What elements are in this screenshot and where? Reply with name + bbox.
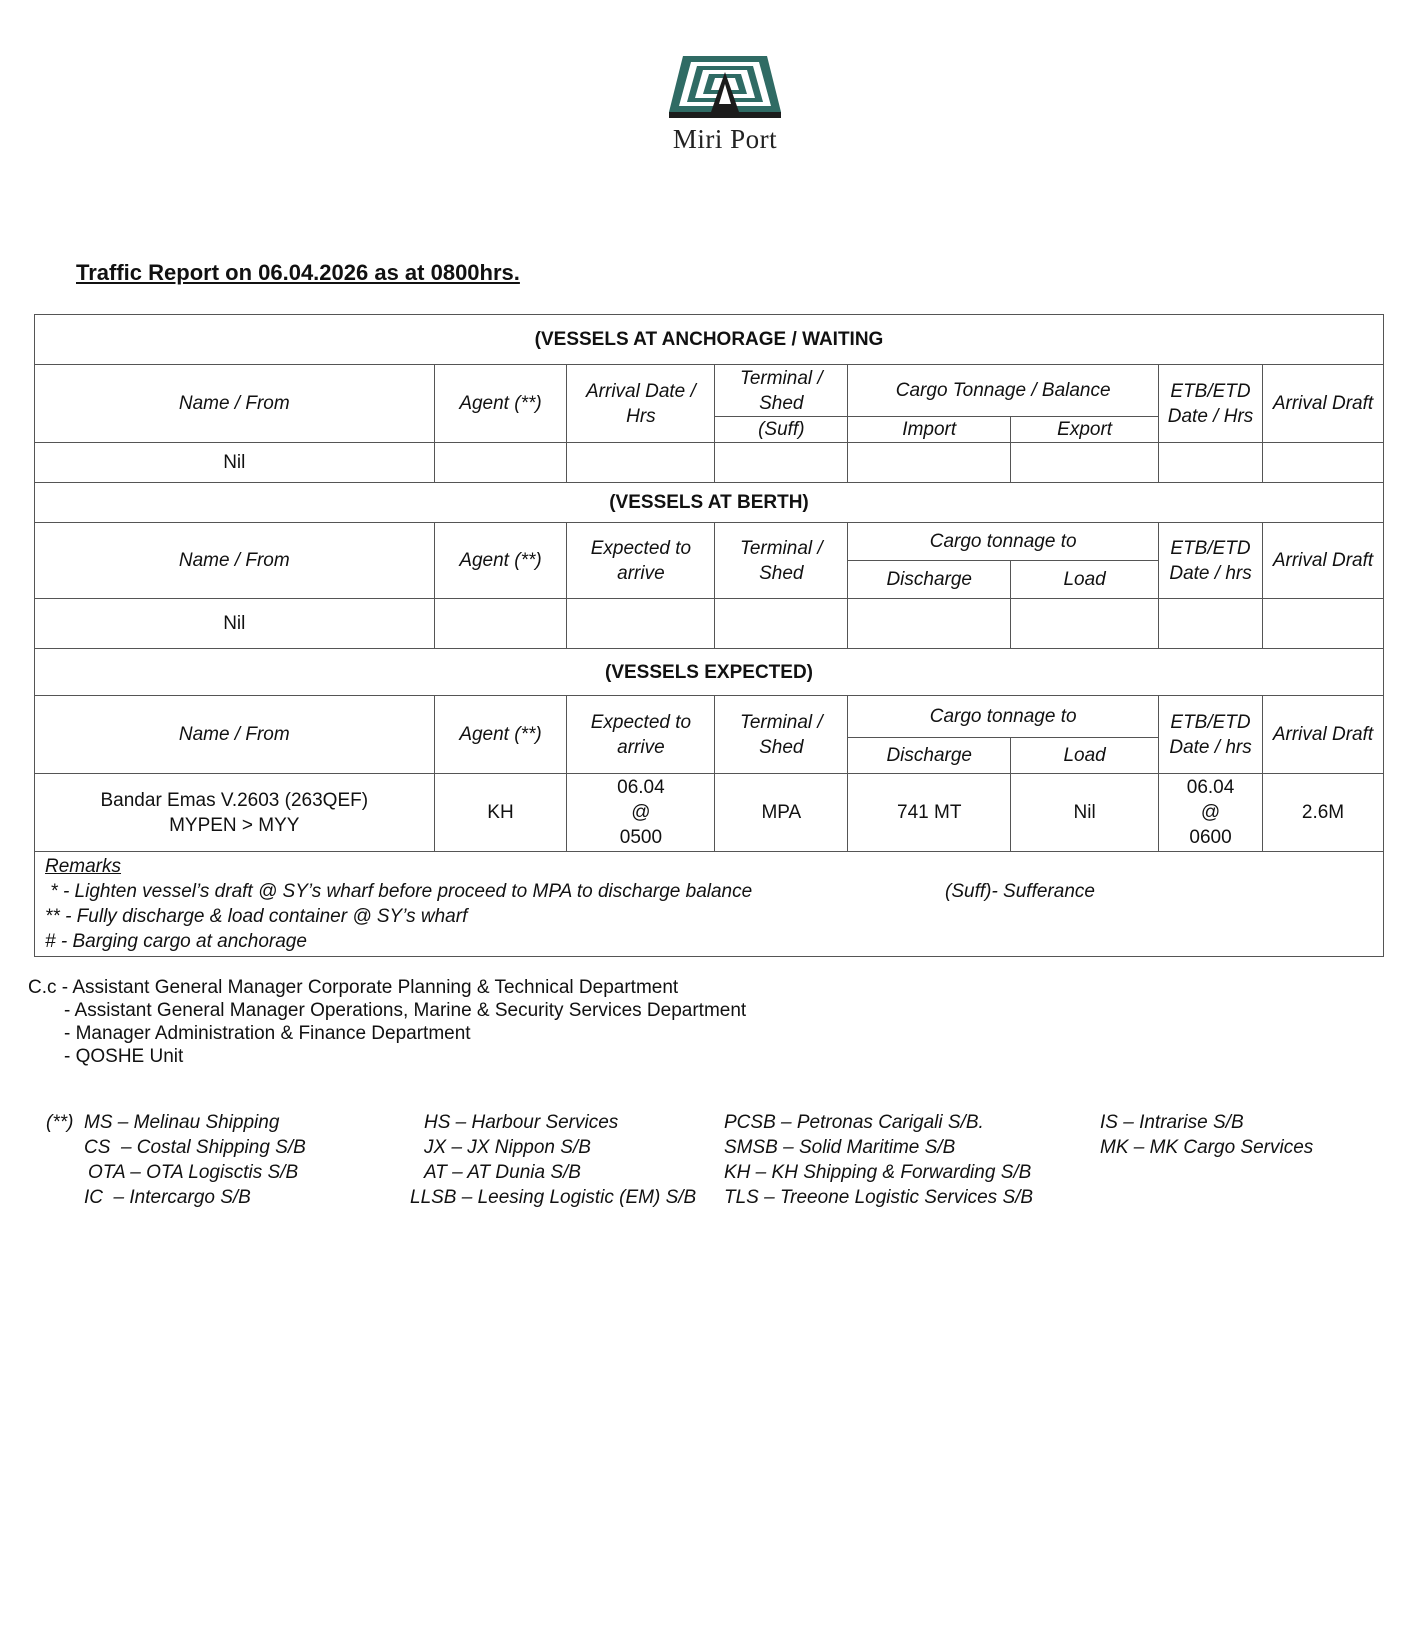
section-anchorage-row <box>35 315 1384 365</box>
table-row <box>35 599 1384 649</box>
legend-item: JX – JX Nippon S/B <box>424 1137 591 1158</box>
legend-item: HS – Harbour Services <box>424 1112 619 1133</box>
vessel-route: MYPEN > MYY <box>169 814 300 836</box>
section-title-anchorage: (VESSELS AT ANCHORAGE / WAITING <box>35 315 1384 365</box>
remark-line: # - Barging cargo at anchorage <box>45 931 307 952</box>
header-agent: Agent (**) <box>434 523 567 599</box>
legend-item: LLSB – Leesing Logistic (EM) S/B <box>410 1187 697 1208</box>
legend-col-2 <box>410 1110 696 1210</box>
cell-expected: 06.04 @ 0500 <box>567 774 715 852</box>
cell-terminal: MPA <box>715 774 848 852</box>
header-agent: Agent (**) <box>434 365 567 443</box>
cc-line: - QOSHE Unit <box>64 1046 184 1067</box>
header-load: Load <box>1011 561 1159 599</box>
header-cargo: Cargo tonnage to <box>848 523 1159 561</box>
suff-note: (Suff)- Sufferance <box>945 881 1095 902</box>
header-arrival: Arrival Date / Hrs <box>567 365 715 443</box>
section-berth-row <box>35 483 1384 523</box>
header-import: Import <box>848 417 1011 443</box>
table-row <box>35 443 1384 483</box>
cell-agent: KH <box>434 774 567 852</box>
cell-discharge: 741 MT <box>848 774 1011 852</box>
legend-item: OTA – OTA Logisctis S/B <box>88 1162 299 1183</box>
cell-name: Nil <box>35 443 435 483</box>
header-etb: ETB/ETD Date / hrs <box>1159 696 1263 774</box>
header-draft: Arrival Draft <box>1263 696 1384 774</box>
legend-item: CS – Costal Shipping S/B <box>84 1137 306 1158</box>
remarks-row <box>35 852 1384 957</box>
cell-name: Nil <box>35 599 435 649</box>
legend-item: MK – MK Cargo Services <box>1100 1137 1314 1158</box>
cc-line: - Assistant General Manager Operations, Marine & Security Services Department <box>64 1000 747 1021</box>
logo-text: Miri Port <box>672 124 778 154</box>
section-title-expected: (VESSELS EXPECTED) <box>35 649 1384 696</box>
header-suff: (Suff) <box>715 417 848 443</box>
header-discharge: Discharge <box>848 738 1011 774</box>
header-expected: Expected to arrive <box>567 523 715 599</box>
header-name: Name / From <box>35 696 435 774</box>
cc-list <box>28 976 746 1068</box>
section-expected-row <box>35 649 1384 696</box>
miri-port-logo <box>660 52 790 162</box>
cell-etb: 06.04 @ 0600 <box>1159 774 1263 852</box>
header-terminal: Terminal / Shed <box>715 365 848 417</box>
report-title: Traffic Report on 06.04.2026 as at 0800hrs. <box>76 260 520 285</box>
remark-line: * - Lighten vessel’s draft @ SY’s wharf before proceed to MPA to discharge balance <box>45 881 753 902</box>
header-terminal: Terminal / Shed <box>715 696 848 774</box>
legend-item: TLS – Treeone Logistic Services S/B <box>724 1187 1034 1208</box>
header-agent: Agent (**) <box>434 696 567 774</box>
header-name: Name / From <box>35 523 435 599</box>
header-load: Load <box>1011 738 1159 774</box>
legend-item: AT – AT Dunia S/B <box>424 1162 581 1183</box>
section-title-berth: (VESSELS AT BERTH) <box>35 483 1384 523</box>
cell-name <box>35 774 435 852</box>
cc-line: C.c - Assistant General Manager Corporate Planning & Technical Department <box>28 977 679 998</box>
vessel-name: Bandar Emas V.2603 (263QEF) <box>100 789 369 811</box>
header-discharge: Discharge <box>848 561 1011 599</box>
header-cargo: Cargo tonnage to <box>848 696 1159 738</box>
cell-draft: 2.6M <box>1263 774 1384 852</box>
header-export: Export <box>1011 417 1159 443</box>
table-row <box>35 774 1384 852</box>
header-expected: Expected to arrive <box>567 696 715 774</box>
legend-col-3 <box>724 1110 1033 1210</box>
legend-item: IC – Intercargo S/B <box>84 1187 251 1208</box>
legend-item: (**) MS – Melinau Shipping <box>46 1112 280 1133</box>
header-draft: Arrival Draft <box>1263 365 1384 443</box>
legend-col-4 <box>1100 1110 1313 1160</box>
legend-col-1 <box>46 1110 306 1210</box>
remarks-title: Remarks <box>45 856 122 877</box>
header-etb: ETB/ETD Date / Hrs <box>1159 365 1263 443</box>
remarks <box>35 852 1384 957</box>
traffic-table <box>34 314 1384 957</box>
remark-line: ** - Fully discharge & load container @ SY’s wharf <box>45 906 468 927</box>
cell-load: Nil <box>1011 774 1159 852</box>
legend-item: KH – KH Shipping & Forwarding S/B <box>724 1162 1032 1183</box>
cc-line: - Manager Administration & Finance Department <box>64 1023 471 1044</box>
miri-port-logo-icon <box>669 52 781 122</box>
header-etb: ETB/ETD Date / hrs <box>1159 523 1263 599</box>
header-name: Name / From <box>35 365 435 443</box>
legend-item: SMSB – Solid Maritime S/B <box>724 1137 956 1158</box>
legend-item: PCSB – Petronas Carigali S/B. <box>724 1112 984 1133</box>
header-draft: Arrival Draft <box>1263 523 1384 599</box>
legend-item: IS – Intrarise S/B <box>1100 1112 1244 1133</box>
header-terminal: Terminal / Shed <box>715 523 848 599</box>
header-cargo: Cargo Tonnage / Balance <box>848 365 1159 417</box>
